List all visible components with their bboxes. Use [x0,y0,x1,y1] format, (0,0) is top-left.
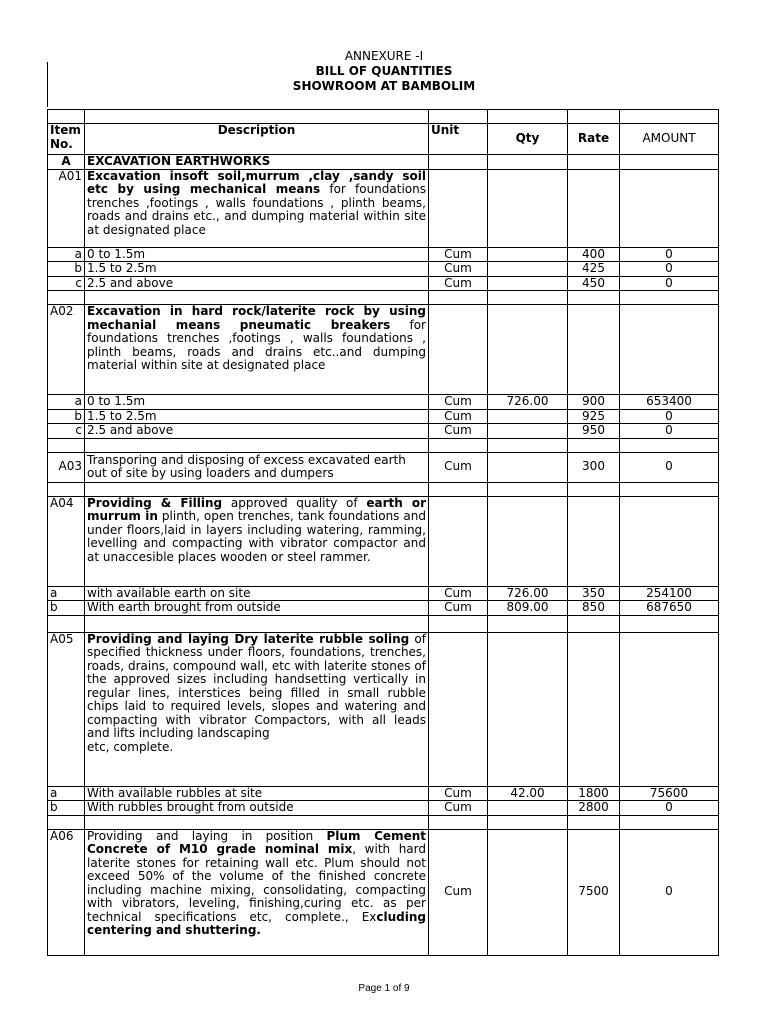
item-code: A01 [48,169,85,247]
header-unit: Unit [429,124,488,155]
item-description: Excavation insoft soil,murrum ,clay ,sandy soil etc by using mechanical means for foundations trenches ,footings , walls foundations , plinth beams, roads and drains etc., and dumping material within site at designated place [85,169,429,247]
item-description: Excavation in hard rock/laterite rock by using mechanial means pneumatic breakers for foundations trenches ,footings , walls foundations , plinth beams, roads and drains etc..and dumping material within site at designated place [85,305,429,395]
item-description: Providing and laying in position Plum Cement Concrete of M10 grade nominal mix, with hard laterite stones for retaining wall etc. Plum should not exceed 50% of the volume of the finished concrete including machine mixing, consolidating, compacting with vibrators, leveling, finishing,curing etc. as per technical specifications etc, complete., Excluding centering and shuttering. [85,829,429,955]
sub-item-row: b 1.5 to 2.5m Cum 925 0 [48,409,719,424]
sub-item-row: a 0 to 1.5m Cum 726.00 900 653400 [48,395,719,410]
item-code: A04 [48,496,85,586]
sub-item-row: b 1.5 to 2.5m Cum 425 0 [48,262,719,277]
item-row-a05 [48,632,719,786]
spacer-row [48,438,719,452]
item-code: A06 [48,829,85,955]
sub-item-row: c 2.5 and above Cum 450 0 [48,276,719,291]
item-row-a01 [48,169,719,247]
section-title: EXCAVATION EARTHWORKS [85,155,429,170]
spacer-row [48,110,719,124]
section-row [48,155,719,170]
header-qty: Qty [488,124,568,155]
item-row-a06: A06 Providing and laying in position Plum Cement Concrete of M10 grade nominal mix, with hard laterite stones for retaining wall etc. Plum should not exceed 50% of the volume of the finished concrete including machine mixing, consolidating, compacting with vibrators, leveling, finishing,curing etc. as per technical specifications etc, complete., Excluding centering and shuttering. Cum 7500 0 [48,829,719,955]
sub-item-row: a 0 to 1.5m Cum 400 0 [48,247,719,262]
page-number: Page 1 of 9 [358,983,410,994]
left-margin-line [47,62,48,107]
item-description: Providing & Filling approved quality of earth or murrum in plinth, open trenches, tank foundations and under floors,laid in layers including watering, ramming, levelling and compacting with vibrator compactor and at unaccesible places wooden or steel rammer. [85,496,429,586]
document-title: BILL OF QUANTITIES [315,64,453,78]
sub-item-row: a With available rubbles at site Cum 42.00 1800 75600 [48,786,719,801]
item-description: Transporing and disposing of excess excavated earth out of site by using loaders and dumpers [85,452,429,482]
sub-item-row: c 2.5 and above Cum 950 0 [48,424,719,439]
item-code: A03 [48,452,85,482]
spacer-row [48,815,719,829]
header-rate: Rate [568,124,620,155]
section-code: A [48,155,85,170]
spacer-row [48,615,719,632]
item-code: A05 [48,632,85,786]
annexure-label: ANNEXURE -I [344,49,424,63]
table-header-row [48,124,719,155]
sub-item-row: b With rubbles brought from outside Cum 2800 0 [48,801,719,816]
header-item-no: Item No. [48,124,85,155]
header-amount: AMOUNT [620,124,719,155]
item-row-a04 [48,496,719,586]
item-row-a02 [48,305,719,395]
header-description: Description [85,124,429,155]
spacer-row [48,482,719,496]
spacer-row [48,291,719,305]
document-subtitle: SHOWROOM AT BAMBOLIM [292,79,476,93]
sub-item-row: a with available earth on site Cum 726.00 350 254100 [48,586,719,601]
item-description: Providing and laying Dry laterite rubble soling of specified thickness under floors, foundations, trenches, roads, drains, compound wall, etc with laterite stones of the approved sizes including handsetting vertically in regular lines, interstices being filled in small rubble chips laid to required levels, slopes and watering and compacting with vibrator Compactors, with all leads and lifts including landscaping etc, complete. [85,632,429,786]
item-row-a03: A03 Transporing and disposing of excess excavated earth out of site by using loaders and dumpers Cum 300 0 [48,452,719,482]
sub-item-row: b With earth brought from outside Cum 809.00 850 687650 [48,601,719,616]
bill-of-quantities-table [47,109,719,956]
item-code: A02 [48,305,85,395]
